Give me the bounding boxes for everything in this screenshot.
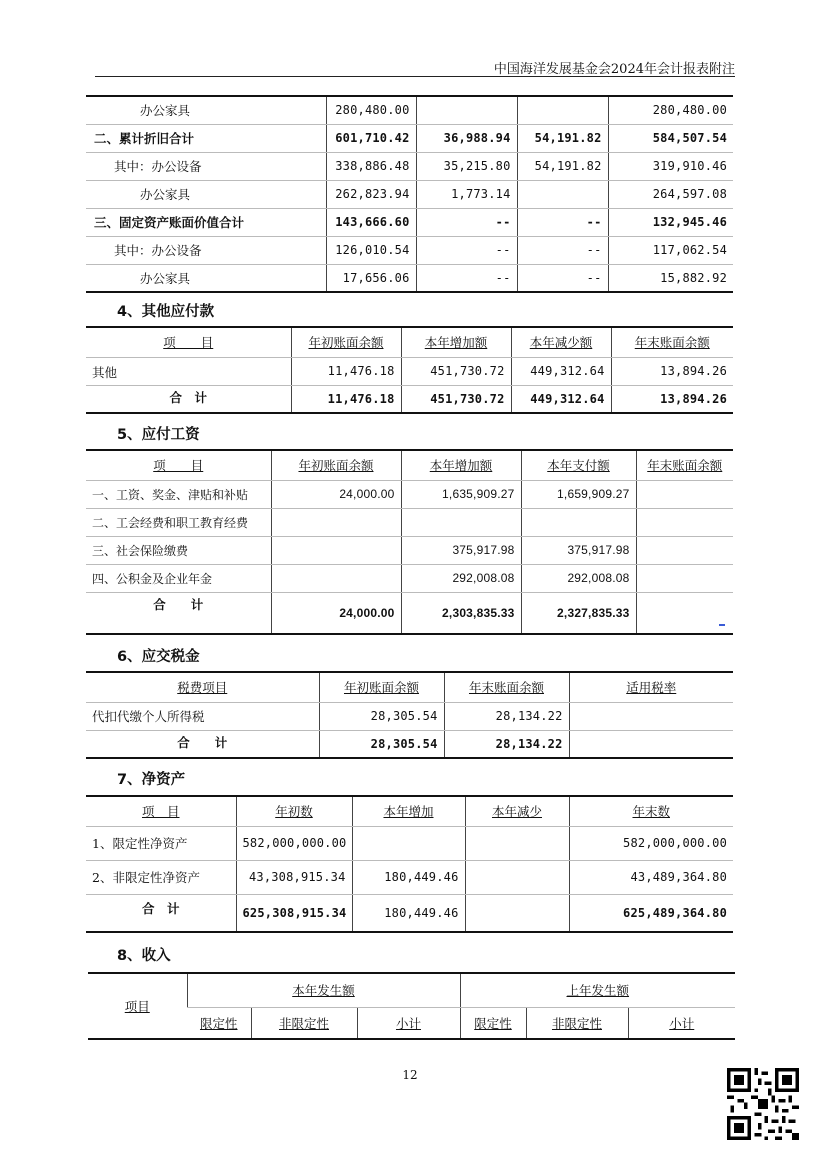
other-payables-table <box>86 326 733 414</box>
cell <box>465 894 569 932</box>
cell: 582,000,000.00 <box>236 826 352 860</box>
table-header-row <box>86 796 733 826</box>
header-cell: 项目 <box>88 973 187 1039</box>
cell: 117,062.54 <box>608 236 733 264</box>
header-cell: 税费项目 <box>86 672 319 702</box>
cell: 375,917.98 <box>521 536 636 564</box>
header-cell: 年末账面余额 <box>611 327 733 357</box>
cell: 292,008.08 <box>521 564 636 592</box>
cell: 11,476.18 <box>291 385 401 413</box>
cell: 13,894.26 <box>611 385 733 413</box>
cell: 1,773.14 <box>416 180 517 208</box>
table-row <box>86 124 733 152</box>
cell: 451,730.72 <box>401 385 511 413</box>
cell: 17,656.06 <box>326 264 416 292</box>
header-cell: 本年增加 <box>352 796 465 826</box>
cell: 264,597.08 <box>608 180 733 208</box>
row-label: 其中：办公设备 <box>86 236 326 264</box>
table-row <box>86 236 733 264</box>
header-cell: 小计 <box>357 1007 460 1039</box>
cell: 143,666.60 <box>326 208 416 236</box>
table-row <box>86 702 733 730</box>
cell: 13,894.26 <box>611 357 733 385</box>
income-table <box>88 972 735 1040</box>
cell <box>517 180 608 208</box>
cell <box>521 508 636 536</box>
header-cell: 年末账面余额 <box>636 450 733 480</box>
cell: 292,008.08 <box>401 564 521 592</box>
table-row <box>86 508 733 536</box>
cell: -- <box>517 264 608 292</box>
row-label: 其他 <box>86 357 291 385</box>
header-cell: 项 目 <box>86 796 236 826</box>
cell: 54,191.82 <box>517 124 608 152</box>
row-label: 四、公积金及企业年金 <box>86 564 271 592</box>
cell <box>271 508 401 536</box>
header-cell: 年末账面余额 <box>444 672 569 702</box>
table-header-row <box>86 327 733 357</box>
row-label: 2、非限定性净资产 <box>86 860 236 894</box>
header-cell: 上年发生额 <box>460 973 735 1007</box>
fixed-assets-table <box>86 95 733 293</box>
cell: 338,886.48 <box>326 152 416 180</box>
cell: 319,910.46 <box>608 152 733 180</box>
cell: 1,659,909.27 <box>521 480 636 508</box>
table-row <box>86 152 733 180</box>
cell: 625,489,364.80 <box>569 894 733 932</box>
section-title-taxes: 6、应交税金 <box>117 649 200 665</box>
table-row <box>86 860 733 894</box>
row-label: 办公家具 <box>86 96 326 124</box>
cell: 262,823.94 <box>326 180 416 208</box>
row-label: 三、固定资产账面价值合计 <box>86 208 326 236</box>
header-cell: 本年支付额 <box>521 450 636 480</box>
cell <box>636 536 733 564</box>
cell: 1,635,909.27 <box>401 480 521 508</box>
cell <box>271 564 401 592</box>
cell: 2,303,835.33 <box>401 592 521 634</box>
cell: 451,730.72 <box>401 357 511 385</box>
cell: -- <box>416 236 517 264</box>
cell: 11,476.18 <box>291 357 401 385</box>
qr-code-icon <box>727 1068 799 1140</box>
cell <box>569 730 733 758</box>
cell: 43,489,364.80 <box>569 860 733 894</box>
cell: 449,312.64 <box>511 357 611 385</box>
cell <box>465 826 569 860</box>
table-row <box>86 96 733 124</box>
cell <box>636 508 733 536</box>
cell: 43,308,915.34 <box>236 860 352 894</box>
cell: 280,480.00 <box>608 96 733 124</box>
cell: -- <box>517 208 608 236</box>
cell: 15,882.92 <box>608 264 733 292</box>
table-header-row <box>88 973 735 1007</box>
section-title-net-assets: 7、净资产 <box>117 772 186 788</box>
cell: -- <box>517 236 608 264</box>
cell: 584,507.54 <box>608 124 733 152</box>
header-cell: 项 目 <box>86 450 271 480</box>
taxes-table <box>86 671 733 759</box>
cell: 28,305.54 <box>319 702 444 730</box>
table-row <box>86 208 733 236</box>
wages-table <box>86 449 733 635</box>
cell: 28,305.54 <box>319 730 444 758</box>
cell: 126,010.54 <box>326 236 416 264</box>
header-cell: 年初账面余额 <box>319 672 444 702</box>
header-cell: 本年减少额 <box>511 327 611 357</box>
table-row <box>86 894 733 932</box>
cell: 28,134.22 <box>444 702 569 730</box>
header-cell: 年初账面余额 <box>291 327 401 357</box>
cell: 2,327,835.33 <box>521 592 636 634</box>
row-label: 其中：办公设备 <box>86 152 326 180</box>
cell: -- <box>416 208 517 236</box>
header-cell: 年初数 <box>236 796 352 826</box>
cell: 36,988.94 <box>416 124 517 152</box>
cell: 35,215.80 <box>416 152 517 180</box>
page-number: 12 <box>402 1068 418 1082</box>
section-title-income: 8、收入 <box>117 948 171 964</box>
table-header-row <box>86 672 733 702</box>
cell: 24,000.00 <box>271 480 401 508</box>
cell: 54,191.82 <box>517 152 608 180</box>
cell <box>416 96 517 124</box>
table-header-row <box>86 450 733 480</box>
row-label: 合 计 <box>86 730 319 758</box>
header-cell: 限定性 <box>187 1007 251 1039</box>
cell <box>465 860 569 894</box>
header-cell: 限定性 <box>460 1007 526 1039</box>
header-cell: 年末数 <box>569 796 733 826</box>
table-row <box>86 592 733 634</box>
cell: 180,449.46 <box>352 894 465 932</box>
row-label: 1、限定性净资产 <box>86 826 236 860</box>
cell: 280,480.00 <box>326 96 416 124</box>
cell <box>352 826 465 860</box>
net-assets-table <box>86 795 733 933</box>
cell <box>636 564 733 592</box>
cell: 28,134.22 <box>444 730 569 758</box>
header-cell: 本年减少 <box>465 796 569 826</box>
section-title-wages: 5、应付工资 <box>117 427 200 443</box>
cell: 180,449.46 <box>352 860 465 894</box>
cell: 625,308,915.34 <box>236 894 352 932</box>
cell <box>517 96 608 124</box>
row-label: 合 计 <box>86 894 236 932</box>
row-label: 办公家具 <box>86 264 326 292</box>
header-cell: 本年增加额 <box>401 450 521 480</box>
cell: 601,710.42 <box>326 124 416 152</box>
header-cell: 非限定性 <box>251 1007 357 1039</box>
row-label: 二、工会经费和职工教育经费 <box>86 508 271 536</box>
cell: 24,000.00 <box>271 592 401 634</box>
cell: -- <box>416 264 517 292</box>
section-title-other-payables: 4、其他应付款 <box>117 304 215 320</box>
blue-mark <box>719 624 725 626</box>
header-cell: 年初账面余额 <box>271 450 401 480</box>
cell: 449,312.64 <box>511 385 611 413</box>
document-header: 中国海洋发展基金会2024年会计报表附注 <box>493 62 735 77</box>
table-row <box>86 385 733 413</box>
cell: 132,945.46 <box>608 208 733 236</box>
row-label: 三、社会保险缴费 <box>86 536 271 564</box>
header-cell: 非限定性 <box>526 1007 628 1039</box>
row-label: 二、累计折旧合计 <box>86 124 326 152</box>
table-row <box>86 180 733 208</box>
table-row <box>86 480 733 508</box>
header-cell: 项 目 <box>86 327 291 357</box>
header-rule <box>95 76 735 77</box>
cell <box>636 480 733 508</box>
row-label: 合 计 <box>86 592 271 634</box>
table-row <box>86 357 733 385</box>
header-cell: 本年增加额 <box>401 327 511 357</box>
row-label: 合 计 <box>86 385 291 413</box>
cell <box>401 508 521 536</box>
row-label: 代扣代缴个人所得税 <box>86 702 319 730</box>
row-label: 办公家具 <box>86 180 326 208</box>
table-row <box>86 264 733 292</box>
table-row <box>86 536 733 564</box>
header-cell: 小计 <box>628 1007 735 1039</box>
cell <box>271 536 401 564</box>
table-row <box>86 826 733 860</box>
table-row <box>86 730 733 758</box>
cell <box>636 592 733 634</box>
row-label: 一、工资、奖金、津贴和补贴 <box>86 480 271 508</box>
cell: 582,000,000.00 <box>569 826 733 860</box>
cell: 375,917.98 <box>401 536 521 564</box>
header-cell: 本年发生额 <box>187 973 460 1007</box>
cell <box>569 702 733 730</box>
table-row <box>86 564 733 592</box>
header-cell: 适用税率 <box>569 672 733 702</box>
